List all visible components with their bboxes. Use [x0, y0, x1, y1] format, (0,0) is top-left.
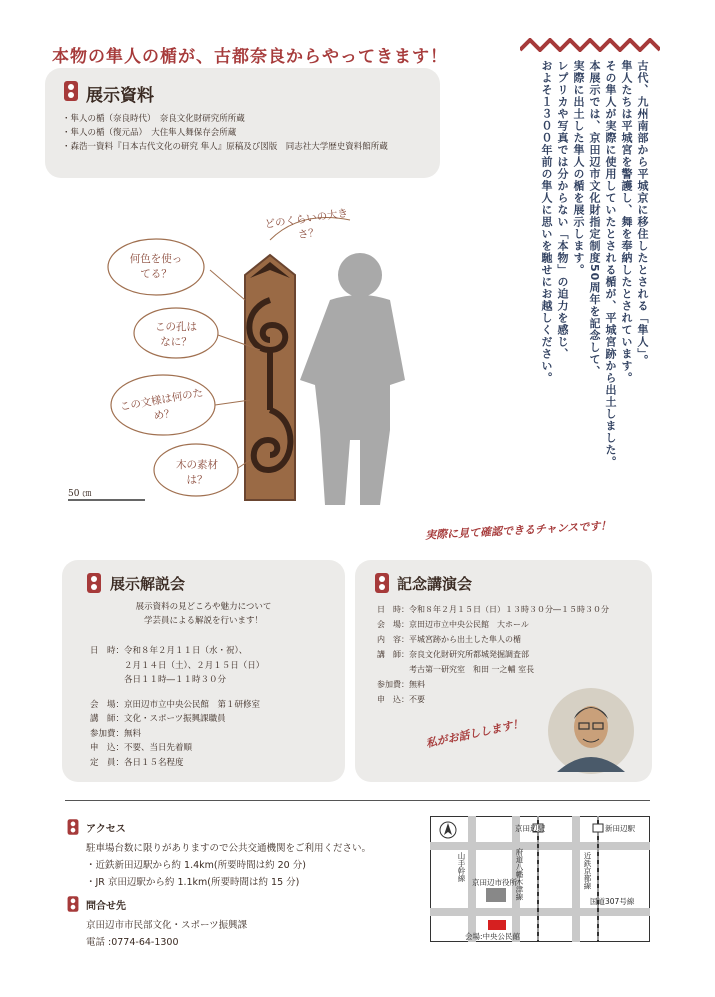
detail-row: ２月１４日（土）、２月１５日（日） [90, 660, 265, 671]
exhibit-item: ・隼人の楯（復元品） 大住隼人舞保存会所蔵 [62, 128, 237, 138]
hayato-mark-icon [66, 895, 80, 913]
contact-title: 問合せ先 [86, 901, 126, 912]
intro-column-2: 隼人たちは平城宮を警護し、舞を奉納したとされています。 [620, 60, 633, 384]
divider [65, 800, 650, 801]
access-line: ・JR 京田辺駅から約 1.1km(所要時間は約 15 分) [86, 877, 300, 888]
map-route307: 国道307号線 [590, 897, 635, 906]
contact-org: 京田辺市市民部文化・スポーツ振興課 [86, 920, 248, 931]
hayato-mark-icon [62, 80, 80, 102]
commentary-title: 展示解説会 [110, 575, 186, 593]
detail-row: 講 師：奈良文化財研究所都城発掘調査部 [377, 650, 529, 659]
commentary-intro-line: 学芸員による解説を行います！ [143, 616, 263, 626]
intro-column-3: その隼人が実際に使用していたとされる楯が、平城宮跡から出土しました。 [604, 60, 617, 468]
exhibit-list [62, 112, 388, 154]
detail-row: 申 込：不要、当日先着順 [90, 743, 193, 753]
scale-label: 50 ㎝ [68, 489, 92, 499]
bubble-pattern: この文様は何のため？ [119, 386, 205, 423]
map-hachiman-road: 府道八幡木津線 [515, 848, 524, 901]
exhibit-title: 展示資料 [86, 86, 154, 106]
lecture-title: 記念講演会 [397, 575, 473, 593]
hayato-mark-icon [85, 572, 103, 594]
detail-row: 各日１１時―１１時３０分 [90, 675, 227, 685]
map-yamate-road: 山手幹線 [457, 852, 466, 882]
detail-row: 考古第一研究室 和田 一之輔 室長 [377, 665, 535, 674]
detail-row: 内 容：平城宮跡から出土した隼人の楯 [377, 635, 521, 644]
contact-details [86, 917, 247, 951]
detail-row: 日 時：令和８年２月１５日（日）１３時３０分―１５時３０分 [377, 605, 609, 614]
speaker-photo [547, 687, 635, 775]
detail-row: 日 時：令和８年２月１１日（水・祝）、 [90, 646, 248, 656]
detail-row: 会 場：京田辺市立中央公民館 第１研修室 [90, 699, 261, 710]
detail-row: 参加費：無料 [377, 680, 425, 689]
tagline: 実際に見て確認できるチャンスです！ [424, 519, 612, 542]
detail-row: 参加費：無料 [90, 728, 142, 739]
commentary-details [90, 644, 264, 770]
intro-column-5: 実際に出土した隼人の楯を展示します。 [572, 60, 585, 276]
access-line: 駐車場台数に限りがありますので公共交通機関をご利用ください。 [86, 843, 372, 854]
map-kyotanabe-station: 京田辺駅 [515, 824, 545, 833]
access-title: アクセス [86, 824, 126, 835]
contact-tel: 電話 :0774-64-1300 [86, 937, 179, 948]
intro-column-4: 本展示では、京田辺市文化財指定制度50周年を記念して、 [588, 60, 601, 378]
exhibit-item: ・森浩一資料『日本古代文化の研究 隼人』原稿及び図版 同志社大学歴史資料館所蔵 [62, 142, 388, 152]
zigzag-decoration [520, 38, 660, 52]
map-kintetsu-line: 近鉄京都線 [583, 852, 592, 890]
commentary-intro-line: 展示資料の見どころや魅力について [135, 602, 272, 612]
bubble-size: どのくらいの大きさ？ [263, 207, 349, 242]
access-line: ・近鉄新田辺駅から約 1.4km(所要時間は約 20 分) [86, 860, 306, 871]
shield-illustration [60, 200, 460, 510]
hayato-mark-icon [373, 572, 391, 594]
bubble-hole: この孔はなに？ [155, 321, 197, 348]
detail-row: 定 員：各日１５名程度 [90, 757, 184, 768]
map-shintanabe-station: 新田辺駅 [605, 824, 635, 833]
detail-row [90, 688, 264, 698]
intro-column-1: 古代、九州南部から平城京に移住したとされる「隼人」。 [636, 60, 649, 367]
detail-row: 申 込：不要 [377, 695, 425, 704]
intro-column-6: レプリカや写真では分からない「本物」の迫力を感じ、 [556, 60, 569, 360]
access-details [86, 840, 371, 891]
bubble-color: 何色を使ってる？ [129, 253, 183, 280]
detail-row: 会 場：京田辺市立中央公民館 大ホール [377, 620, 529, 629]
intro-column-7: およそ１３００年前の隼人に思いを馳せにお越しください。 [540, 60, 553, 384]
detail-row: 講 師：文化・スポーツ振興課職員 [90, 714, 226, 724]
map-venue: 会場:中央公民館 [465, 932, 521, 941]
commentary-intro [62, 600, 345, 628]
headline: 本物の隼人の楯が、古都奈良からやってきます！ [52, 47, 448, 67]
map-cityhall: 京田辺市役所 [472, 878, 517, 887]
bubble-wood: 木の素材は？ [176, 459, 218, 486]
hayato-mark-icon [66, 818, 80, 836]
exhibit-item: ・隼人の楯（奈良時代） 奈良文化財研究所所蔵 [62, 114, 245, 124]
speech-text: 私がお話しします！ [424, 716, 525, 751]
